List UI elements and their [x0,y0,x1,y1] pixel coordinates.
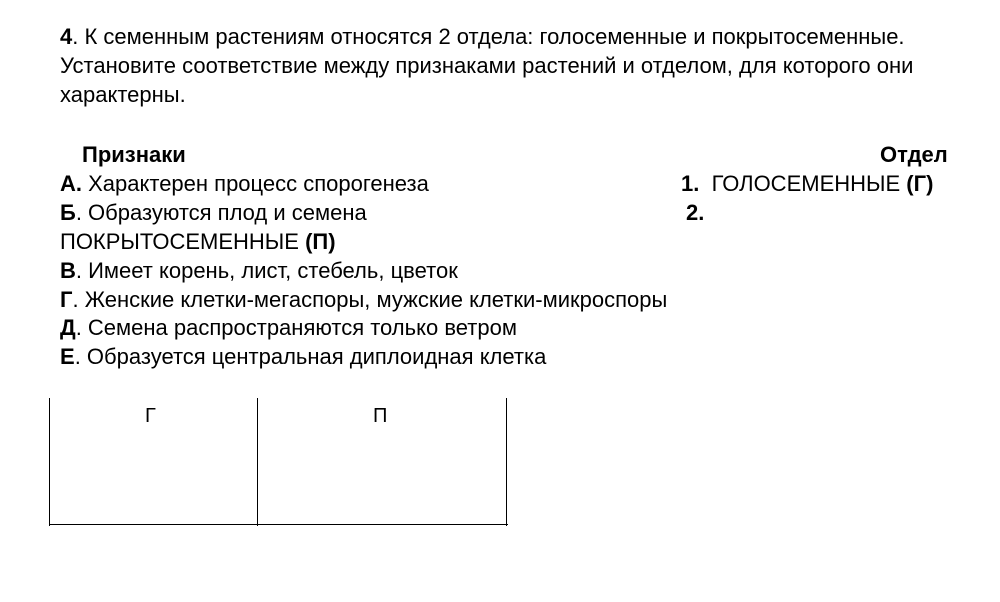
feature-item [60,313,517,342]
task-statement [60,22,980,109]
table-border-right-top [506,398,507,436]
feature-item [60,285,667,314]
feature-letter: Г [60,287,73,312]
task-text: . К семенным растениям относятся 2 отдела: голосеменные и покрытосеменные. Установите соответствие между признаками растений и отделом, для которого они характерны. [60,24,914,107]
feature-item [60,256,458,285]
division-number-2 [686,198,704,227]
table-column-divider [257,398,258,526]
division-number: 1. [681,171,700,196]
feature-text: Характерен процесс спорогенеза [82,171,429,196]
feature-text: . Образуется центральная диплоидная клетка [74,344,547,369]
feature-letter: Б [60,200,76,225]
division-name: ПОКРЫТОСЕМЕННЫЕ [60,229,306,254]
table-header-angiosperms: П [373,405,388,427]
feature-letter: Е [60,344,75,369]
division-code: (Г) [906,171,934,196]
table-border-left [49,398,50,526]
division-name: ГОЛОСЕМЕННЫЕ [711,171,907,196]
table-border-bottom [49,524,508,525]
feature-letter: В [60,258,76,283]
division-number: 2. [686,200,705,225]
feature-text: . Имеет корень, лист, стебель, цветок [75,258,458,283]
feature-item [60,342,546,371]
feature-item [60,198,367,227]
feature-item [60,169,429,198]
feature-letter: А. [60,171,82,196]
division-item [681,169,933,198]
feature-letter: Д [60,315,76,340]
feature-text: . Семена распространяются только ветром [75,315,517,340]
feature-text: . Образуются плод и семена [75,200,367,225]
feature-text: . Женские клетки-мегаспоры, мужские клетки-микроспоры [72,287,668,312]
features-header: Признаки [82,142,186,167]
division-item [60,227,336,256]
answer-table [49,398,508,526]
table-header-gymnosperms: Г [145,405,156,427]
table-border-right-bottom [506,436,507,526]
division-code: (П) [305,229,336,254]
task-number: 4 [60,24,73,49]
division-header: Отдел [880,142,948,167]
